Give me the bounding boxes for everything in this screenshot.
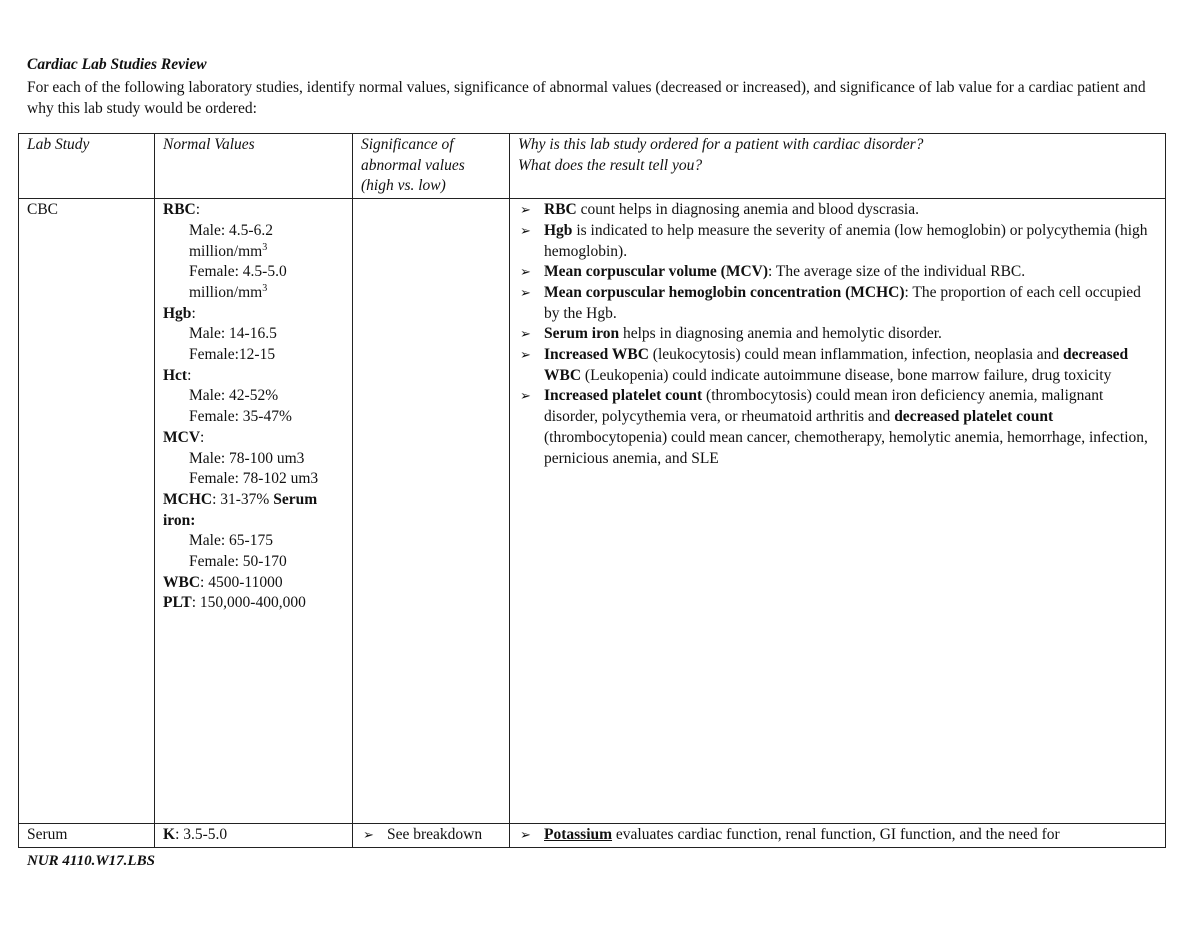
header-lab-study: Lab Study [19, 134, 155, 199]
cbc-normal-values: RBC: Male: 4.5-6.2 million/$mm^3$ Female: 4.5-5.0 million/$mm^3$ Hgb: Male: 14-16.5 Female:12-15 Hct: Male: 42-52% Female: 35-47% MCV: Male: 78-100 um3 Female: 78-102 um3 MCHC: 31-37% Serum iron: Male: 65-175 Female: 50-170 WBC: 4500-11000 PLT: 150,000-400,000 [155, 199, 353, 824]
document-title: Cardiac Lab Studies Review [27, 56, 207, 73]
header-significance: Significance of abnormal values (high vs. low) [353, 134, 510, 199]
cbc-significance [353, 199, 510, 824]
list-item: ➢ Hgb is indicated to help measure the severity of anemia (low hemoglobin) or polycythemia (high hemoglobin). [520, 221, 1148, 260]
cbc-why-ordered [510, 199, 1166, 824]
header-why-ordered: Why is this lab study ordered for a patient with cardiac disorder? What does the result tell you? [510, 134, 1166, 199]
list-item: ➢ Increased platelet count (thrombocytosis) could mean iron deficiency anemia, malignant disorder, polycythemia vera, or rheumatoid arthritis and decreased platelet count (thrombocytopenia) could mean cancer, chemotherapy, hemolytic anemia, hemorrhage, infection, pernicious anemia, and SLE [520, 387, 1148, 467]
table-row-cbc [19, 199, 1166, 824]
list-item: ➢ Mean corpuscular hemoglobin concentration (MCHC): The proportion of each cell occupied by the Hgb. [520, 283, 1141, 322]
cbc-lab-name: CBC [19, 199, 155, 824]
list-item: ➢ RBC count helps in diagnosing anemia and blood dyscrasia. [520, 201, 919, 219]
list-item: ➢ Increased WBC (leukocytosis) could mean inflammation, infection, neoplasia and decreased WBC (Leukopenia) could indicate autoimmune disease, bone marrow failure, drug toxicity [520, 346, 1129, 384]
serum-normal-values: K: 3.5-5.0 [155, 824, 353, 848]
header-normal-values: Normal Values [155, 134, 353, 199]
lab-studies-table [18, 133, 1166, 848]
table-header-row [19, 134, 1166, 199]
serum-lab-name: Serum [19, 824, 155, 848]
list-item: ➢ Serum iron helps in diagnosing anemia and hemolytic disorder. [520, 325, 942, 343]
list-item: ➢ Mean corpuscular volume (MCV): The average size of the individual RBC. [520, 263, 1026, 281]
document-footer: NUR 4110.W17.LBS [27, 853, 155, 869]
table-row-serum [19, 824, 1166, 848]
serum-why-ordered [510, 824, 1166, 848]
list-item: ➢ See breakdown [363, 826, 483, 844]
serum-significance [353, 824, 510, 848]
instructions-text: For each of the following laboratory studies, identify normal values, significance of abnormal values (decreased or increased), and significance of lab value for a cardiac patient and why this lab study would be ordered: [27, 79, 1146, 117]
list-item: ➢ Potassium evaluates cardiac function, renal function, GI function, and the need for [520, 826, 1060, 844]
